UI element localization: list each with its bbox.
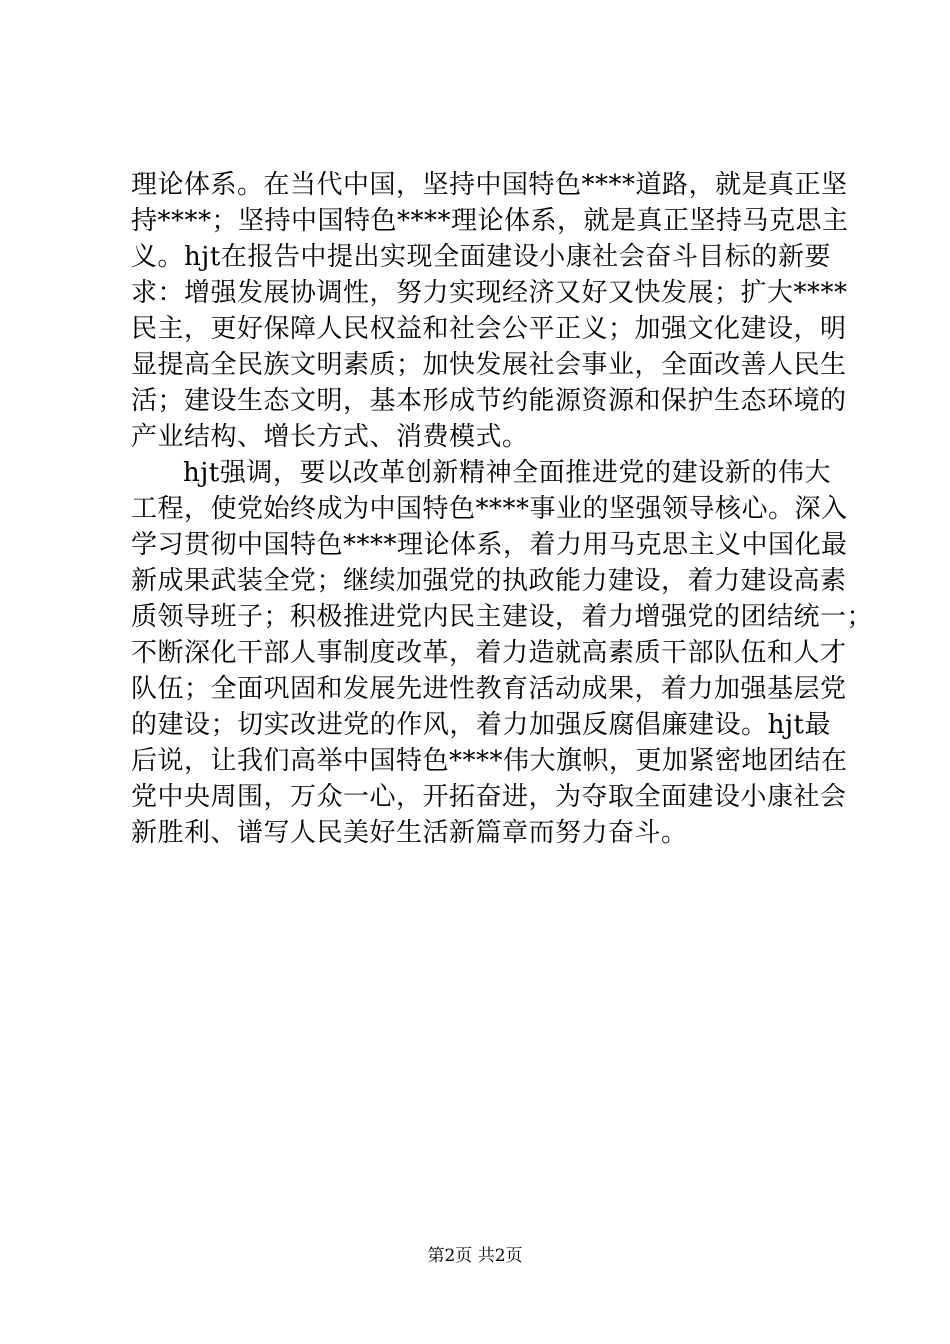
text-line: hjt强调，要以改革创新精神全面推进党的建设新的伟大	[183, 458, 831, 488]
text-line: 后说，让我们高举中国特色****伟大旗帜，更加紧密地团结在	[131, 746, 848, 776]
text-line: 义。hjt在报告中提出实现全面建设小康社会奋斗目标的新要	[131, 242, 831, 272]
text-line: 新胜利、谱写人民美好生活新篇章而努力奋斗。	[131, 818, 688, 848]
text-line: 民主，更好保障人民权益和社会公平正义；加强文化建设，明	[131, 314, 847, 344]
text-line: 理论体系。在当代中国，坚持中国特色****道路，就是真正坚	[131, 170, 848, 200]
text-line: 求：增强发展协调性，努力实现经济又好又快发展；扩大****	[131, 278, 848, 308]
text-line: 质领导班子；积极推进党内民主建设，着力增强党的团结统一；	[131, 602, 874, 632]
text-line: 队伍；全面巩固和发展先进性教育活动成果，着力加强基层党	[131, 674, 847, 704]
text-line: 新成果武装全党；继续加强党的执政能力建设，着力建设高素	[131, 566, 847, 596]
text-line: 党中央周围，万众一心，开拓奋进，为夺取全面建设小康社会	[131, 782, 847, 812]
text-line: 不断深化干部人事制度改革，着力造就高素质干部队伍和人才	[131, 638, 847, 668]
text-line: 显提高全民族文明素质；加快发展社会事业，全面改善人民生	[131, 350, 847, 380]
page-number-footer: 第2页 共2页	[427, 1246, 523, 1266]
text-line: 工程，使党始终成为中国特色****事业的坚强领导核心。深入	[131, 494, 848, 524]
body-text	[131, 167, 874, 851]
text-line: 持****；坚持中国特色****理论体系，就是真正坚持马克思主	[131, 206, 849, 236]
text-line: 产业结构、增长方式、消费模式。	[131, 422, 529, 452]
text-line: 学习贯彻中国特色****理论体系，着力用马克思主义中国化最	[131, 530, 848, 560]
text-line: 的建设；切实改进党的作风，着力加强反腐倡廉建设。hjt最	[131, 710, 831, 740]
text-line: 活；建设生态文明，基本形成节约能源资源和保护生态环境的	[131, 386, 847, 416]
